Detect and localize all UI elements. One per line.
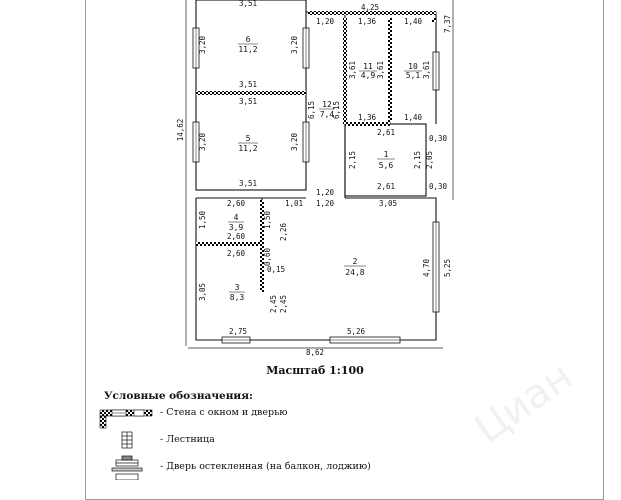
dim-r3-r2: 2,45 <box>279 294 288 314</box>
dim-r3-v060: 0,60 <box>263 247 272 267</box>
room-3-number: 3 <box>234 283 240 292</box>
room-5-area: 11,2 <box>238 144 258 153</box>
legend-item-glazed-door: - Дверь остекленная (на балкон, лоджию) <box>160 461 371 472</box>
dim-r1-right-bottom: 0,30 <box>428 182 448 191</box>
dim-r4-bottom: 2,60 <box>226 232 246 241</box>
room-1-number: 1 <box>383 150 389 159</box>
dim-r2-outer: 5,25 <box>443 258 452 278</box>
stairs-icon <box>122 432 132 448</box>
dim-r11-top: 1,36 <box>357 17 377 26</box>
room-4-number: 4 <box>233 213 239 222</box>
room-12-area: 7,4 <box>319 110 335 119</box>
outer-dimension-lines <box>186 0 453 348</box>
dim-total-right: 7,37 <box>443 14 452 34</box>
dim-r3-left: 3,05 <box>198 282 207 302</box>
dim-r6-top: 3,51 <box>238 0 258 8</box>
dim-r1-left: 2,15 <box>348 150 357 170</box>
dim-r6-right: 3,20 <box>290 35 299 55</box>
dim-r2-bottom: 5,26 <box>346 327 366 336</box>
dim-r3-bottom: 2,75 <box>228 327 248 336</box>
dim-top-425: 4,25 <box>360 3 380 12</box>
dim-r3-015: 0,15 <box>266 265 286 274</box>
dim-corr-120b: 1,20 <box>315 199 335 208</box>
dim-r3-r1: 2,45 <box>269 294 278 314</box>
room-10-number: 10 <box>408 62 418 71</box>
dim-r6-bottom: 3,51 <box>238 80 258 89</box>
room-11-number: 11 <box>363 62 373 71</box>
dim-r5-bottom: 3,51 <box>238 179 258 188</box>
scale-label: Масштаб 1:100 <box>266 364 364 377</box>
room-3-area: 8,3 <box>229 293 245 302</box>
dim-r5-left: 3,20 <box>198 132 207 152</box>
dim-r11-left: 3,61 <box>348 60 357 80</box>
dim-total-bottom: 8,62 <box>305 348 325 357</box>
dim-r4-left: 1,50 <box>198 210 207 230</box>
dim-r2-right: 4,70 <box>422 258 431 278</box>
room-11-area: 4,9 <box>360 71 376 80</box>
glazed-door-icon <box>112 456 142 480</box>
room-1-area: 5,6 <box>378 161 394 170</box>
dim-r12-v2: 6,15 <box>332 100 341 120</box>
dimension-labels <box>176 0 452 357</box>
room-6-area: 11,2 <box>238 45 258 54</box>
dim-r4-top: 2,60 <box>226 199 246 208</box>
dim-top-120: 1,20 <box>315 17 335 26</box>
legend-title: Условные обозначения: <box>104 390 253 402</box>
dim-r1-outer: 2,05 <box>425 150 434 170</box>
room-labels <box>228 35 422 302</box>
dim-r4-right: 1,50 <box>263 210 272 230</box>
dim-r10-top: 1,40 <box>403 17 423 26</box>
dim-r10-right: 3,61 <box>422 60 431 80</box>
dim-r1-top: 2,61 <box>376 128 396 137</box>
dim-r10-bottom: 1,40 <box>403 113 423 122</box>
room-2-area: 24,8 <box>345 268 365 277</box>
dim-r11-bottom: 1,36 <box>357 113 377 122</box>
walls <box>196 0 436 340</box>
dim-r5-right: 3,20 <box>290 132 299 152</box>
legend-item-wall: - Стена с окном и дверью <box>160 407 288 418</box>
dim-r12-v1: 6,15 <box>307 100 316 120</box>
dim-total-left: 14,62 <box>176 118 185 142</box>
dim-r11-right: 3,61 <box>376 60 385 80</box>
dim-r4-top-right: 1,01 <box>284 199 304 208</box>
room-5-number: 5 <box>245 134 251 143</box>
dim-r1-bottom: 2,61 <box>376 182 396 191</box>
room-4-area: 3,9 <box>228 223 244 232</box>
dim-r6-left: 3,20 <box>198 35 207 55</box>
room-12-number: 12 <box>322 100 332 109</box>
wall-window-door-icon <box>100 410 152 428</box>
watermark-logo: Циан <box>466 353 582 453</box>
dim-r3-top: 2,60 <box>226 249 246 258</box>
dim-r5-top: 3,51 <box>238 97 258 106</box>
legend-item-stairs: - Лестница <box>160 434 215 445</box>
room-10-area: 5,1 <box>405 71 421 80</box>
dim-r4-v226: 2,26 <box>279 222 288 242</box>
room-6-number: 6 <box>245 35 251 44</box>
room-2-number: 2 <box>352 257 358 266</box>
dim-r1-right: 2,15 <box>413 150 422 170</box>
dim-r2-top: 3,05 <box>378 199 398 208</box>
dim-corr-120a: 1,20 <box>315 188 335 197</box>
dim-r1-right-top: 0,30 <box>428 134 448 143</box>
